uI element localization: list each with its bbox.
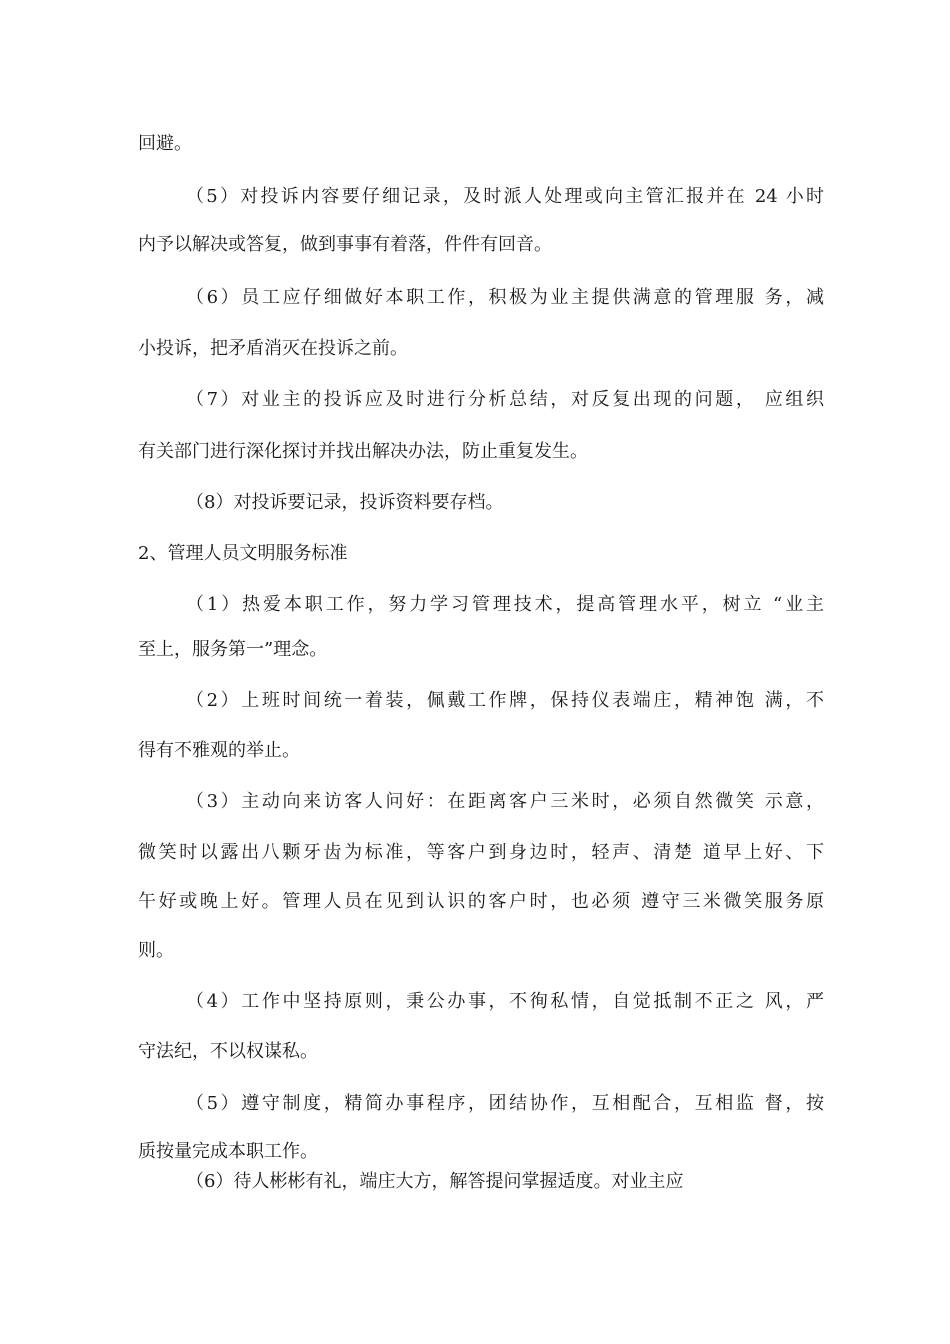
text-line: 则。: [138, 940, 174, 961]
text-line: 守法纪，不以权谋私。: [138, 1041, 318, 1062]
text-line: （8）对投诉要记录，投诉资料要存档。: [186, 492, 504, 513]
text-line: （5）遵守制度，精简办事程序，团结协作，互相配合，互相监 督，按: [186, 1093, 824, 1114]
text-line: 微笑时以露出八颗牙齿为标准，等客户到身边时，轻声、清楚 道早上好、下: [138, 842, 824, 863]
text-line: （6）待人彬彬有礼，端庄大方，解答提问掌握适度。对业主应: [186, 1171, 684, 1192]
text-line: （2）上班时间统一着装，佩戴工作牌，保持仪表端庄，精神饱 满，不: [186, 690, 824, 711]
text-line: 内予以解决或答复，做到事事有着落，件件有回音。: [138, 234, 552, 255]
text-line: 回避。: [138, 133, 192, 154]
text-line: 至上，服务第一”理念。: [138, 639, 328, 660]
text-line: （4）工作中坚持原则，秉公办事，不徇私情，自觉抵制不正之 风，严: [186, 991, 824, 1012]
text-line: （6）员工应仔细做好本职工作，积极为业主提供满意的管理服 务，减: [186, 287, 824, 308]
text-line: 得有不雅观的举止。: [138, 740, 300, 761]
text-line: 午好或晚上好。管理人员在见到认识的客户时，也必须 遵守三米微笑服务原: [138, 891, 824, 912]
text-line: 质按量完成本职工作。: [138, 1141, 318, 1162]
text-line: （3）主动向来访客人问好：在距离客户三米时，必须自然微笑 示意，: [186, 791, 824, 812]
text-line: （5）对投诉内容要仔细记录，及时派人处理或向主管汇报并在 24 小时: [186, 186, 824, 207]
section-heading: 2、管理人员文明服务标准: [138, 543, 348, 564]
text-line: 小投诉，把矛盾消灭在投诉之前。: [138, 338, 408, 359]
text-line: （1）热爱本职工作，努力学习管理技术，提高管理水平，树立 “业主: [186, 594, 824, 615]
text-line: 有关部门进行深化探讨并找出解决办法，防止重复发生。: [138, 441, 588, 462]
text-line: （7）对业主的投诉应及时进行分析总结，对反复出现的问题， 应组织: [186, 389, 824, 410]
